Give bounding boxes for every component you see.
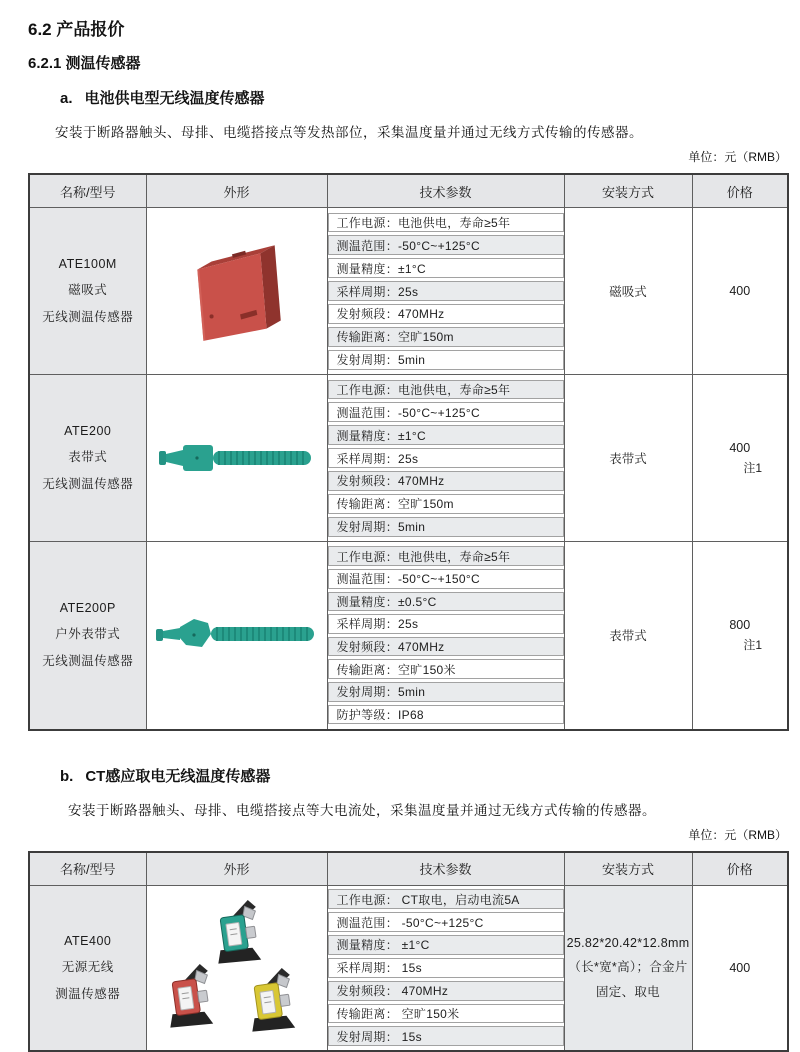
price-note: 注1 [693, 459, 788, 476]
tech-param: 发射周期： 15s [328, 1026, 564, 1046]
tech-param: 工作电源：电池供电，寿命≥5年 [328, 380, 564, 400]
product-name-cell [29, 885, 146, 1051]
tech-param: 传输距离：空旷150米 [328, 659, 564, 679]
section-b-heading [0, 731, 800, 786]
column-header-name: 名称/型号 [29, 852, 146, 886]
tech-param: 发射周期：5min [328, 517, 564, 537]
tech-param: 传输距离：空旷150m [328, 327, 564, 347]
price-cell [692, 208, 788, 375]
teal-outdoor-strap-sensor-image [154, 613, 320, 657]
product-model: ATE100M [30, 257, 146, 271]
section-a-label: a. [60, 90, 73, 107]
install-method-cell: 磁吸式 [564, 208, 692, 375]
tech-param: 测温范围：-50°C~+125°C [328, 235, 564, 255]
product-category: 测温传感器 [30, 984, 146, 1002]
install-dimensions: 25.82*20.42*12.8mm [565, 936, 692, 950]
unit-label-a: 单位：元（RMB） [0, 141, 787, 165]
table-row-ate200 [29, 375, 788, 542]
tech-param: 发射频段： 470MHz [328, 981, 564, 1001]
product-image-cell [146, 375, 327, 542]
tech-param: 传输距离： 空旷150米 [328, 1004, 564, 1024]
tech-param: 采样周期：25s [328, 281, 564, 301]
column-header-shape: 外形 [146, 852, 327, 886]
tech-param: 发射频段：470MHz [328, 637, 564, 657]
price-cell [692, 542, 788, 730]
product-image-cell [146, 542, 327, 730]
tech-param: 防护等级：IP68 [328, 705, 564, 725]
tech-param: 发射频段：470MHz [328, 304, 564, 324]
price-cell [692, 885, 788, 1051]
tech-param: 测温范围：-50°C~+125°C [328, 402, 564, 422]
unit-label-b: 单位：元（RMB） [0, 819, 787, 843]
tech-params-cell [327, 542, 564, 730]
product-type: 表带式 [30, 447, 146, 465]
product-model: ATE200P [30, 601, 146, 615]
column-header-name: 名称/型号 [29, 174, 146, 208]
product-category: 无线测温传感器 [30, 474, 146, 492]
ct-clamp-sensor-trio-image [162, 894, 312, 1042]
table-header-row [29, 852, 788, 886]
tech-param: 工作电源：电池供电，寿命≥5年 [328, 213, 564, 233]
section-b-label: b. [60, 768, 73, 785]
product-model: ATE400 [30, 934, 146, 948]
install-detail: 固定、取电 [565, 982, 692, 1000]
tech-params-cell [327, 375, 564, 542]
red-magnetic-box-sensor-image [181, 233, 293, 349]
product-type: 无源无线 [30, 957, 146, 975]
section-a-heading [0, 73, 800, 108]
product-image-cell [146, 885, 327, 1051]
price-value: 400 [693, 961, 788, 975]
table-row-ate200p [29, 542, 788, 730]
tech-param: 测量精度：±1°C [328, 425, 564, 445]
ct-sensor-table [28, 851, 789, 1052]
teal-strap-sensor-image [157, 438, 317, 478]
price-value: 400 [693, 284, 788, 298]
tech-param: 测量精度：±0.5°C [328, 592, 564, 612]
table-header-row [29, 174, 788, 208]
page-subtitle: 6.2.1 测温传感器 [0, 40, 800, 73]
tech-param: 测量精度：±1°C [328, 258, 564, 278]
tech-param: 采样周期：25s [328, 614, 564, 634]
install-method-cell: 表带式 [564, 542, 692, 730]
install-detail: （长*宽*高）；合金片 [565, 957, 692, 975]
product-category: 无线测温传感器 [30, 307, 146, 325]
tech-param: 发射周期：5min [328, 350, 564, 370]
product-name-cell [29, 208, 146, 375]
section-b-title: CT感应取电无线温度传感器 [85, 768, 270, 785]
column-header-specs: 技术参数 [327, 174, 564, 208]
battery-sensor-table [28, 173, 789, 731]
product-name-cell [29, 375, 146, 542]
tech-param: 采样周期：25s [328, 448, 564, 468]
table-row-ate100m [29, 208, 788, 375]
column-header-price: 价格 [692, 174, 788, 208]
column-header-price: 价格 [692, 852, 788, 886]
tech-params-cell [327, 885, 564, 1051]
product-image-cell [146, 208, 327, 375]
tech-param: 发射周期：5min [328, 682, 564, 702]
price-cell [692, 375, 788, 542]
tech-param: 测温范围： -50°C~+125°C [328, 912, 564, 932]
tech-param: 工作电源：电池供电，寿命≥5年 [328, 546, 564, 566]
section-a-description: 安装于断路器触头、母排、电缆搭接点等发热部位，采集温度量并通过无线方式传输的传感器。 [0, 108, 800, 141]
product-type: 磁吸式 [30, 280, 146, 298]
column-header-shape: 外形 [146, 174, 327, 208]
tech-params-cell [327, 208, 564, 375]
price-value: 400 [693, 441, 788, 455]
tech-param: 采样周期： 15s [328, 958, 564, 978]
table-row-ate400 [29, 885, 788, 1051]
tech-param: 发射频段：470MHz [328, 471, 564, 491]
tech-param: 传输距离：空旷150m [328, 494, 564, 514]
price-value: 800 [693, 618, 788, 632]
tech-param: 工作电源： CT取电，启动电流5A [328, 889, 564, 909]
section-b-description: 安装于断路器触头、母排、电缆搭接点等大电流处，采集温度量并通过无线方式传输的传感器。 [0, 786, 800, 819]
page-title: 6.2 产品报价 [0, 0, 800, 40]
column-header-install: 安装方式 [564, 852, 692, 886]
product-type: 户外表带式 [30, 624, 146, 642]
product-name-cell [29, 542, 146, 730]
price-note: 注1 [693, 636, 788, 653]
install-method-cell: 表带式 [564, 375, 692, 542]
tech-param: 测量精度： ±1°C [328, 935, 564, 955]
install-method-cell [564, 885, 692, 1051]
column-header-specs: 技术参数 [327, 852, 564, 886]
tech-param: 测温范围：-50°C~+150°C [328, 569, 564, 589]
column-header-install: 安装方式 [564, 174, 692, 208]
product-model: ATE200 [30, 424, 146, 438]
product-category: 无线测温传感器 [30, 651, 146, 669]
section-a-title: 电池供电型无线温度传感器 [85, 90, 265, 107]
